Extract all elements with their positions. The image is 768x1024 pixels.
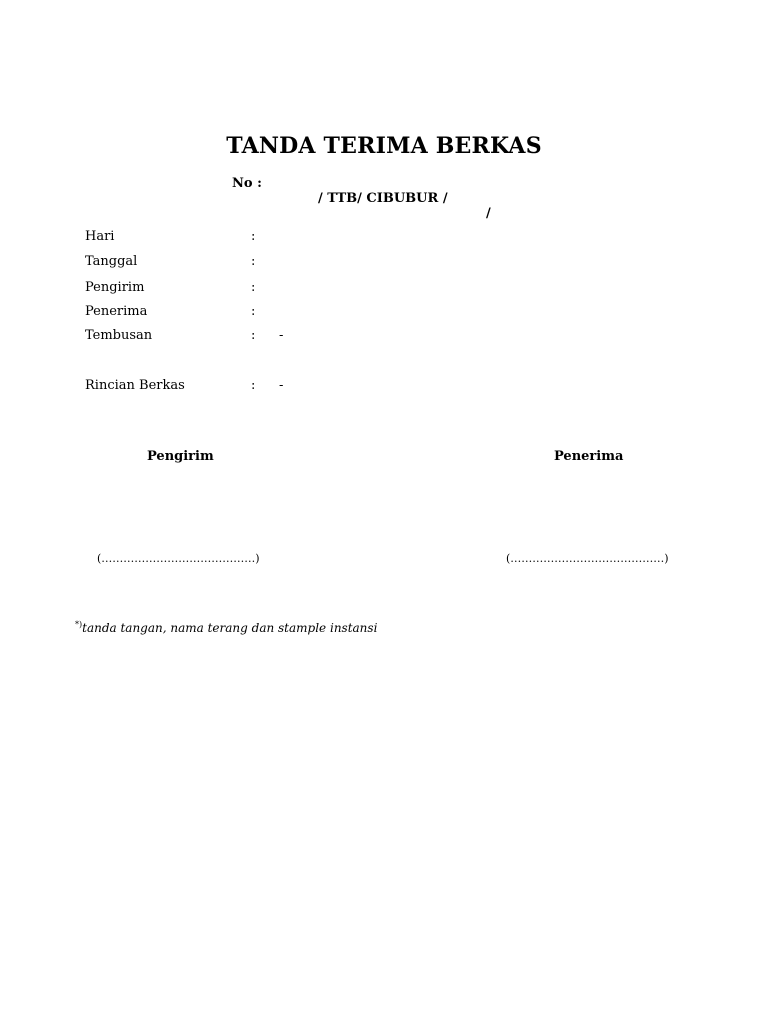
field-colon: : [251, 378, 256, 393]
receiver-signature-label: Penerima [554, 449, 624, 464]
field-label: Penerima [85, 304, 148, 319]
footnote-marker: *) [75, 620, 83, 629]
field-value: - [279, 378, 284, 393]
field-row-pengirim [0, 280, 768, 300]
field-label: Tembusan [85, 328, 153, 343]
footnote [75, 620, 377, 635]
field-colon: : [251, 254, 256, 269]
number-middle: / TTB/ CIBUBUR / [318, 191, 448, 206]
field-row-penerima [0, 304, 768, 324]
field-row-hari [0, 229, 768, 249]
field-row-rincian-berkas [0, 378, 768, 398]
field-label: Tanggal [85, 254, 138, 269]
number-label: No : [232, 176, 262, 191]
sender-signature-label: Pengirim [147, 449, 214, 464]
document-title: TANDA TERIMA BERKAS [226, 133, 542, 159]
field-colon: : [251, 328, 256, 343]
field-colon: : [251, 229, 256, 244]
field-label: Pengirim [85, 280, 145, 295]
field-colon: : [251, 280, 256, 295]
receiver-signature-line: (……………………………………) [506, 552, 669, 565]
footnote-text: tanda tangan, nama terang dan stample instansi [82, 621, 378, 635]
document-number [0, 161, 491, 236]
number-end: / [486, 206, 491, 221]
field-row-tembusan [0, 328, 768, 348]
field-row-tanggal [0, 254, 768, 274]
field-colon: : [251, 304, 256, 319]
field-value: - [279, 328, 284, 343]
field-label: Hari [85, 229, 115, 244]
field-label: Rincian Berkas [85, 378, 185, 393]
sender-signature-line: (……………………………………) [97, 552, 260, 565]
